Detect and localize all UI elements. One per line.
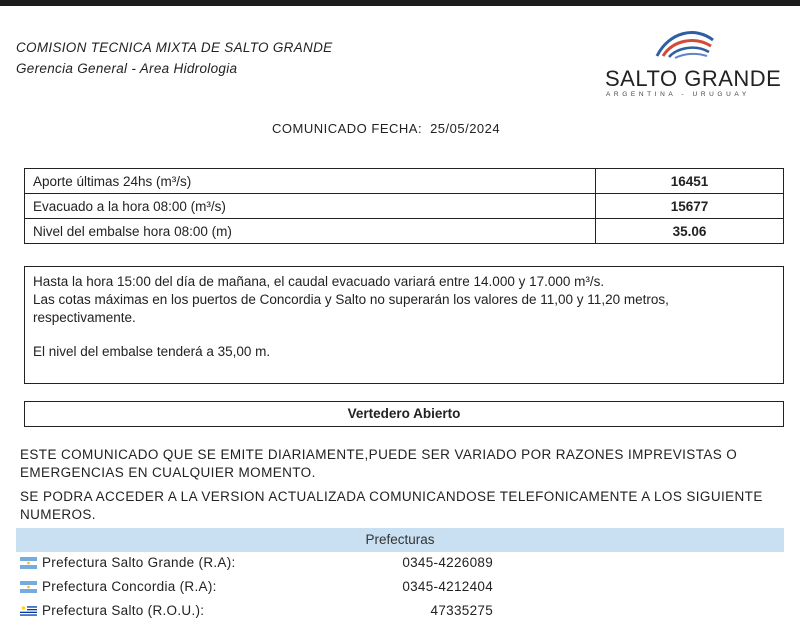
comunicado-date <box>272 121 508 136</box>
waves-logo-icon <box>655 26 715 66</box>
spillway-status: Vertedero Abierto <box>24 401 784 427</box>
list-item <box>20 600 780 622</box>
argentina-flag-icon <box>20 581 37 593</box>
salto-grande-logo <box>600 22 782 102</box>
disclaimer-text: ESTE COMUNICADO QUE SE EMITE DIARIAMENTE,PUEDE SER VARIADO POR RAZONES IMPREVISTAS O EMERGENCIAS EN CUALQUIER MOMENTO. <box>20 447 738 480</box>
prefectura-name: Prefectura Concordia (R.A): <box>42 579 217 594</box>
note-flow: Hasta la hora 15:00 del día de mañana, el caudal evacuado variará entre 14.000 y 17.000 m³/s. <box>33 274 605 289</box>
prefectura-name: Prefectura Salto (R.O.U.): <box>42 603 205 618</box>
logo-subtitle: ARGENTINA - URUGUAY <box>606 91 750 98</box>
row-label: Evacuado a la hora 08:00 (m³/s) <box>25 194 596 219</box>
hydro-data-table <box>24 168 784 244</box>
note-ports: Las cotas máximas en los puertos de Concordia y Salto no superarán los valores de 11,00 y 11,20 metros, respectivamente. <box>33 292 669 325</box>
table-row <box>25 194 784 219</box>
row-value: 16451 <box>596 169 784 194</box>
comunicado-label: COMUNICADO FECHA: <box>272 121 423 136</box>
argentina-flag-icon <box>20 557 37 569</box>
top-bar <box>0 0 800 6</box>
table-row <box>25 169 784 194</box>
uruguay-flag-icon <box>20 605 37 617</box>
logo-brand: SALTO GRANDE <box>605 66 782 91</box>
list-item <box>20 576 780 598</box>
row-label: Nivel del embalse hora 08:00 (m) <box>25 219 596 244</box>
list-item <box>20 552 780 574</box>
org-name: COMISION TECNICA MIXTA DE SALTO GRANDE <box>16 40 333 55</box>
org-department: Gerencia General - Area Hidrologia <box>16 61 238 76</box>
disclaimer <box>20 446 780 530</box>
comunicado-date-value: 25/05/2024 <box>430 121 501 136</box>
prefectura-phone[interactable]: 0345-4212404 <box>402 579 493 594</box>
organization-header <box>16 40 332 82</box>
prefectura-name: Prefectura Salto Grande (R.A): <box>42 555 236 570</box>
prefectura-phone[interactable]: 0345-4226089 <box>402 555 493 570</box>
forecast-notes <box>24 266 784 384</box>
table-row <box>25 219 784 244</box>
prefectura-phone[interactable]: 47335275 <box>430 603 493 618</box>
note-reservoir: El nivel del embalse tenderá a 35,00 m. <box>33 344 271 359</box>
contact-text: SE PODRA ACCEDER A LA VERSION ACTUALIZADA COMUNICANDOSE TELEFONICAMENTE A LOS SIGUIENTE NUMEROS. <box>20 489 763 522</box>
prefecturas-header: Prefecturas <box>16 528 784 552</box>
row-value: 35.06 <box>596 219 784 244</box>
row-label: Aporte últimas 24hs (m³/s) <box>25 169 596 194</box>
row-value: 15677 <box>596 194 784 219</box>
